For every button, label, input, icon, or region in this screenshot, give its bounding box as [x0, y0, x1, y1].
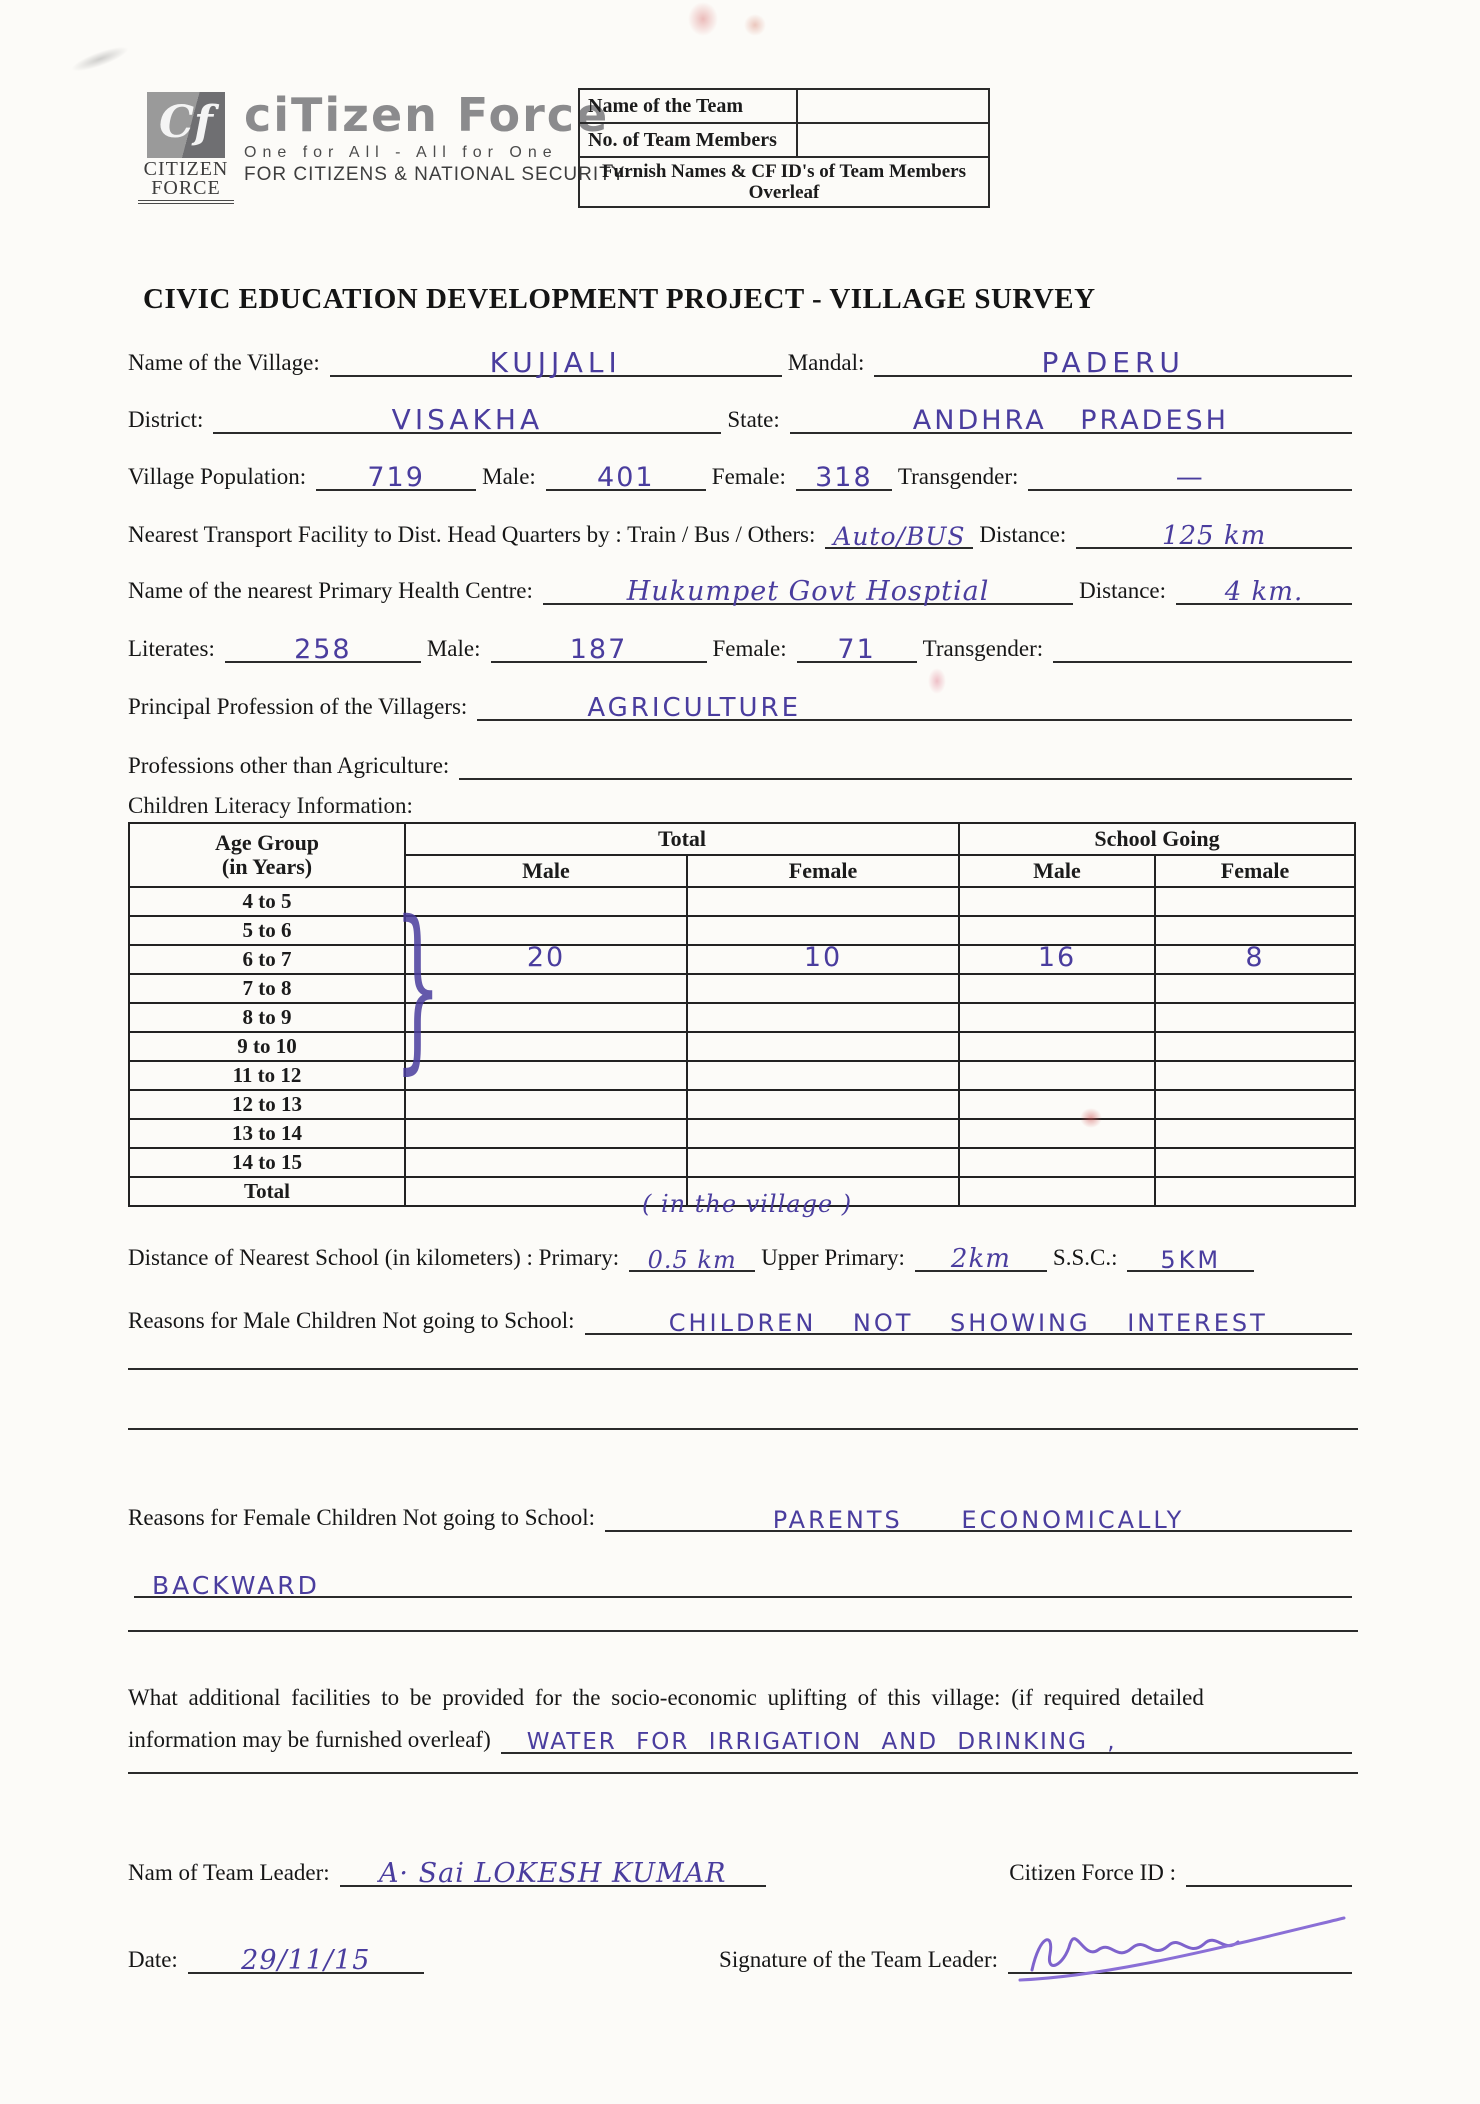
total-female-cell	[687, 942, 959, 974]
scan-smudge	[69, 42, 130, 76]
total-male-cell	[405, 887, 687, 916]
team-leader-label: Nam of Team Leader:	[128, 1860, 330, 1885]
population-transgender-line	[1028, 459, 1352, 491]
facilities-value-line	[501, 1722, 1352, 1754]
literates-female-line	[797, 631, 917, 663]
school-male-cell	[959, 1119, 1155, 1148]
cf-id-label: Citizen Force ID :	[1009, 1860, 1176, 1885]
upper-primary-value: 2km	[950, 1244, 1011, 1274]
age-cell: 4 to 5	[129, 887, 405, 916]
literates-transgender-label: Transgender:	[922, 636, 1044, 661]
team-info-box	[578, 88, 990, 208]
table-row	[129, 974, 1355, 1003]
population-transgender-value: —	[1175, 462, 1205, 493]
logo-tagline-one-for-all: One for All - All for One	[244, 144, 558, 161]
mandal-value-line	[874, 345, 1352, 377]
primary-distance-value: 0.5 km	[647, 1246, 737, 1274]
ssc-line	[1127, 1240, 1254, 1272]
mandal-label: Mandal:	[787, 350, 865, 375]
total-male-cell	[405, 942, 687, 974]
district-value-line	[213, 402, 721, 434]
transport-distance-value: 125 km	[1161, 521, 1267, 551]
literacy-table	[128, 822, 1356, 1207]
school-male-cell	[959, 1003, 1155, 1032]
table-row	[129, 887, 1355, 916]
profession-value: AGRICULTURE	[587, 693, 802, 723]
ruled-line	[128, 1368, 1358, 1370]
total-male-cell	[405, 1061, 687, 1090]
cell-value: 10	[803, 942, 843, 973]
cell-value: 8	[1245, 942, 1265, 973]
health-distance-value: 4 km.	[1224, 577, 1304, 607]
total-female-cell	[687, 974, 959, 1003]
age-cell: Total	[129, 1177, 405, 1206]
furnish-note-line1: Furnish Names & CF ID's of Team Members	[602, 161, 966, 182]
cf-monogram-icon: Cf	[147, 92, 225, 158]
team-members-label: No. of Team Members	[579, 123, 797, 157]
team-name-value-cell	[797, 89, 989, 123]
age-cell: 9 to 10	[129, 1032, 405, 1061]
other-professions-line	[459, 748, 1352, 780]
school-female-cell	[1155, 1061, 1355, 1090]
school-male-cell	[959, 1090, 1155, 1119]
team-leader-value-line	[340, 1855, 766, 1887]
upper-primary-label: Upper Primary:	[761, 1245, 905, 1270]
total-female-cell	[687, 1090, 959, 1119]
transport-distance-label: Distance:	[979, 522, 1067, 547]
transport-value: Auto/BUS	[833, 522, 966, 551]
table-row	[129, 916, 1355, 945]
literates-female-label: Female:	[712, 636, 787, 661]
total-female-cell	[687, 1032, 959, 1061]
age-cell: 14 to 15	[129, 1148, 405, 1177]
village-value-line	[330, 345, 782, 377]
school-male-cell	[959, 1148, 1155, 1177]
total-male-cell	[405, 1003, 687, 1032]
reasons-female-line	[605, 1500, 1352, 1532]
population-female-label: Female:	[711, 464, 786, 489]
district-label: District:	[128, 407, 204, 432]
cell-value: 16	[1037, 942, 1077, 973]
date-value: 29/11/15	[241, 1945, 371, 1976]
literates-male-label: Male:	[426, 636, 481, 661]
population-female-value: 318	[815, 462, 873, 493]
age-cell: 6 to 7	[129, 945, 405, 974]
total-male-cell	[405, 1119, 687, 1148]
facilities-label-line2: information may be furnished overleaf)	[128, 1727, 491, 1752]
state-label: State:	[727, 407, 780, 432]
total-female-cell	[687, 887, 959, 916]
school-male-cell	[959, 1177, 1155, 1206]
table-row	[129, 1032, 1355, 1061]
age-group-header	[129, 823, 405, 887]
total-male-header: Male	[405, 855, 687, 887]
date-value-line	[188, 1942, 424, 1974]
logo-caption-line1: CITIZEN	[143, 158, 229, 180]
literates-male-value: 187	[569, 634, 628, 665]
total-male-cell	[405, 974, 687, 1003]
total-female-header: Female	[687, 855, 959, 887]
date-label: Date:	[128, 1947, 178, 1972]
reasons-female-value: PARENTS ECONOMICALLY	[772, 1506, 1185, 1534]
signature-scribble-icon	[1010, 1914, 1350, 1986]
reasons-female-line2	[134, 1566, 1352, 1598]
ssc-label: S.S.C.:	[1052, 1245, 1118, 1270]
population-male-label: Male:	[482, 464, 536, 489]
scan-smudge	[744, 14, 766, 36]
total-male-cell	[405, 1090, 687, 1119]
furnish-names-note	[579, 157, 989, 207]
cell-value: 20	[526, 942, 566, 973]
total-male-cell	[405, 1032, 687, 1061]
signature-label: Signature of the Team Leader:	[719, 1947, 998, 1972]
transport-value-line	[825, 517, 973, 549]
scan-smudge	[688, 2, 718, 36]
citizen-force-logo	[138, 88, 626, 204]
table-row	[129, 1090, 1355, 1119]
health-distance-label: Distance:	[1079, 578, 1166, 603]
mandal-value: PADERU	[1041, 346, 1185, 379]
literates-female-value: 71	[837, 634, 876, 665]
total-female-cell	[687, 1119, 959, 1148]
table-row	[129, 1061, 1355, 1090]
literates-label: Literates:	[128, 636, 215, 661]
school-male-cell	[959, 887, 1155, 916]
district-value: VISAKHA	[391, 403, 544, 436]
school-male-cell	[959, 1032, 1155, 1061]
age-cell: 5 to 6	[129, 916, 405, 945]
logo-citizen-force-caption	[138, 160, 234, 204]
team-leader-value: A· Sai LOKESH KUMAR	[378, 1858, 727, 1889]
total-group-header: Total	[405, 823, 959, 855]
population-female-line	[796, 459, 892, 491]
population-value: 719	[367, 462, 425, 493]
age-cell: 13 to 14	[129, 1119, 405, 1148]
handwritten-brace-mark: }	[394, 883, 442, 1090]
school-female-cell	[1155, 1003, 1355, 1032]
team-leader-signature	[1010, 1938, 1350, 1972]
total-male-cell	[405, 1148, 687, 1177]
school-female-cell	[1155, 1148, 1355, 1177]
health-centre-label: Name of the nearest Primary Health Centre:	[128, 578, 533, 603]
table-row	[129, 945, 1355, 974]
state-value: ANDHRA PRADESH	[912, 405, 1229, 436]
health-distance-line	[1176, 573, 1352, 605]
transport-distance-line	[1076, 517, 1352, 549]
school-female-cell	[1155, 887, 1355, 916]
school-male-cell	[959, 974, 1155, 1003]
cf-id-value-line	[1186, 1855, 1352, 1887]
logo-tagline-security: FOR CITIZENS & NATIONAL SECURITY	[244, 164, 626, 185]
literacy-section-label: Children Literacy Information:	[128, 793, 413, 818]
table-row	[129, 1148, 1355, 1177]
health-centre-value-line	[543, 573, 1073, 605]
total-female-cell	[687, 1148, 959, 1177]
school-male-cell	[959, 942, 1155, 974]
annotation-text: ( in the village )	[642, 1190, 853, 1218]
team-name-label: Name of the Team	[579, 89, 797, 123]
state-value-line	[790, 402, 1352, 434]
ssc-value: 5KM	[1160, 1246, 1222, 1274]
age-cell: 7 to 8	[129, 974, 405, 1003]
team-members-value-cell	[797, 123, 989, 157]
health-centre-value: Hukumpet Govt Hosptial	[626, 576, 990, 607]
total-male-cell	[405, 916, 687, 945]
literates-transgender-line	[1053, 631, 1352, 663]
reasons-male-line	[585, 1303, 1352, 1335]
other-professions-label: Professions other than Agriculture:	[128, 753, 450, 778]
school-male-header: Male	[959, 855, 1155, 887]
profession-label: Principal Profession of the Villagers:	[128, 694, 468, 719]
school-female-cell	[1155, 1090, 1355, 1119]
facilities-value: WATER FOR IRRIGATION AND DRINKING ,	[526, 1729, 1117, 1755]
age-cell: 12 to 13	[129, 1090, 405, 1119]
population-male-value: 401	[597, 462, 655, 493]
literates-value: 258	[294, 634, 352, 665]
school-female-cell	[1155, 916, 1355, 945]
school-female-cell	[1155, 942, 1355, 974]
population-label: Village Population:	[128, 464, 307, 489]
age-cell: 11 to 12	[129, 1061, 405, 1090]
age-group-header-line1: Age Group	[214, 830, 320, 855]
facilities-label-line1: What additional facilities to be provided for the socio-economic uplifting of this village: (if required detailed	[128, 1685, 1204, 1710]
table-row	[129, 1003, 1355, 1032]
logo-caption-line2: FORCE	[151, 177, 221, 199]
school-going-group-header: School Going	[959, 823, 1355, 855]
population-male-line	[546, 459, 706, 491]
ruled-line	[128, 1428, 1358, 1430]
form-title: CIVIC EDUCATION DEVELOPMENT PROJECT - VILLAGE SURVEY	[143, 283, 1096, 315]
upper-primary-line	[915, 1240, 1047, 1272]
signature-line	[1008, 1938, 1352, 1974]
school-female-header: Female	[1155, 855, 1355, 887]
reasons-male-label: Reasons for Male Children Not going to School:	[128, 1308, 575, 1333]
primary-distance-line	[629, 1240, 755, 1272]
table-row	[129, 1119, 1355, 1148]
school-female-cell	[1155, 974, 1355, 1003]
school-female-cell	[1155, 1032, 1355, 1061]
school-distance-label: Distance of Nearest School (in kilometers) : Primary:	[128, 1245, 620, 1270]
school-male-cell	[959, 1061, 1155, 1090]
age-group-header-line2: (in Years)	[221, 854, 313, 879]
brand-wordmark: ciTizen Force	[244, 88, 610, 142]
school-female-cell	[1155, 1119, 1355, 1148]
total-female-cell	[687, 1003, 959, 1032]
furnish-note-line2: Overleaf	[748, 182, 820, 203]
reasons-female-label: Reasons for Female Children Not going to School:	[128, 1505, 595, 1530]
literates-value-line	[225, 631, 421, 663]
total-female-cell	[687, 1061, 959, 1090]
literates-male-line	[491, 631, 707, 663]
reasons-female-value-line2: BACKWARD	[152, 1571, 320, 1600]
transport-label: Nearest Transport Facility to Dist. Head Quarters by : Train / Bus / Others:	[128, 522, 816, 547]
population-value-line	[316, 459, 476, 491]
school-male-cell	[959, 916, 1155, 945]
school-female-cell	[1155, 1177, 1355, 1206]
ruled-line	[128, 1630, 1358, 1632]
profession-value-line	[477, 689, 1352, 721]
village-label: Name of the Village:	[128, 350, 320, 375]
population-transgender-label: Transgender:	[897, 464, 1019, 489]
village-value: KUJJALI	[489, 346, 622, 379]
ruled-line	[128, 1772, 1358, 1774]
age-cell: 8 to 9	[129, 1003, 405, 1032]
total-female-cell	[687, 916, 959, 945]
reasons-male-value: CHILDREN NOT SHOWING INTEREST	[668, 1309, 1268, 1337]
in-the-village-annotation	[642, 1190, 853, 1218]
